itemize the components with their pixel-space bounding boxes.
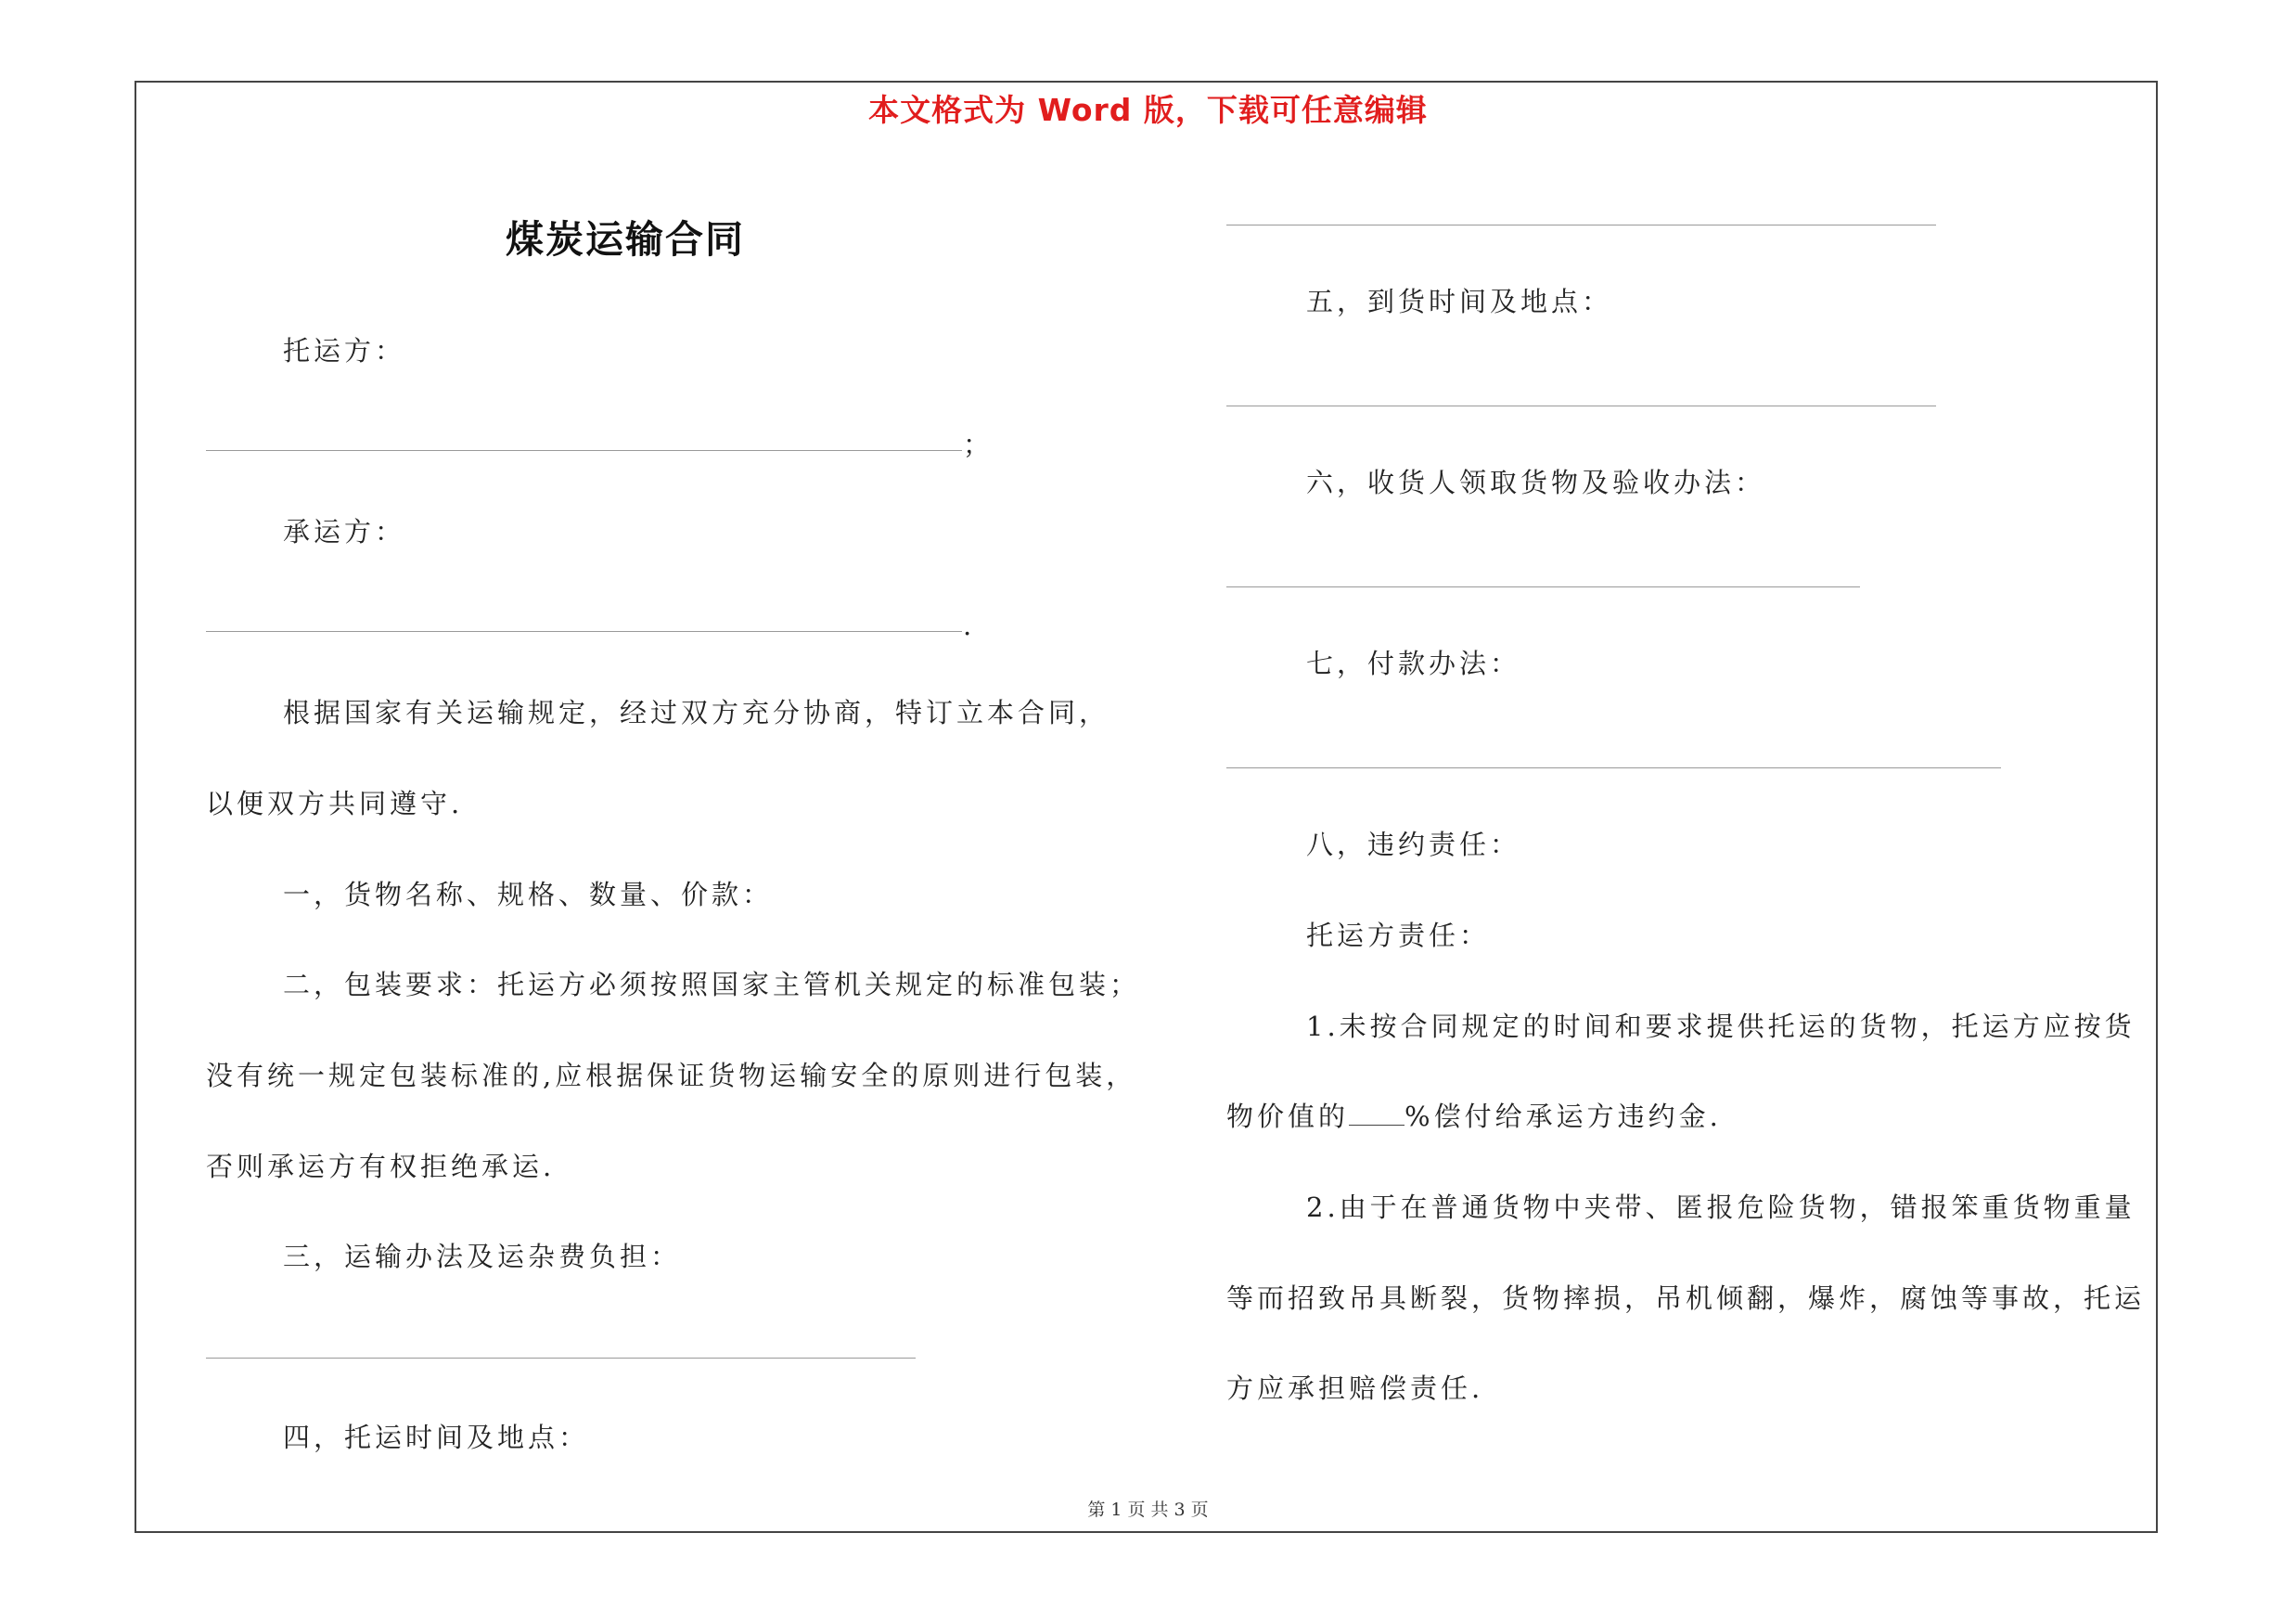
document-title: 煤炭运输合同 <box>506 217 745 262</box>
carrier-blank-line <box>206 631 962 632</box>
clause-2-line-3: 方应承担赔偿责任. <box>1226 1372 1484 1404</box>
shipper-label: 托运方： <box>283 335 406 367</box>
section-3-blank-line <box>206 1358 916 1359</box>
shipper-line-end: ； <box>963 429 991 460</box>
shipper-responsibility-heading: 托运方责任： <box>1306 920 1491 951</box>
section-2-line-1: 二，包装要求：托运方必须按照国家主管机关规定的标准包装； <box>283 969 1141 1000</box>
shipper-blank-line <box>206 450 962 451</box>
section-3-heading: 三，运输办法及运杂费负担： <box>283 1241 682 1272</box>
section-6-blank-line <box>1226 586 1860 587</box>
section-2-line-2: 没有统一规定包装标准的,应根据保证货物运输安全的原则进行包装， <box>206 1060 1137 1091</box>
intro-line-1: 根据国家有关运输规定，经过双方充分协商，特订立本合同， <box>283 697 1110 728</box>
clause-1-line-1: 1.未按合同规定的时间和要求提供托运的货物，托运方应按货 <box>1306 1011 2136 1042</box>
clause-1-text-b: %偿付给承运方违约金. <box>1405 1101 1722 1132</box>
clause-2-line-1: 2.由于在普通货物中夹带、匿报危险货物，错报笨重货物重量 <box>1306 1191 2136 1223</box>
section-4-heading: 四，托运时间及地点： <box>283 1422 590 1453</box>
intro-line-2: 以便双方共同遵守. <box>206 788 464 819</box>
section-8-heading: 八，违约责任： <box>1306 829 1521 860</box>
percentage-blank <box>1349 1101 1405 1126</box>
page-footer: 第 1 页 共 3 页 <box>1087 1500 1209 1520</box>
section-2-line-3: 否则承运方有权拒绝承运. <box>206 1151 556 1182</box>
clause-2-line-2: 等而招致吊具断裂，货物摔损，吊机倾翻，爆炸，腐蚀等事故，托运 <box>1226 1282 2146 1314</box>
clause-1-line-2 <box>1226 1098 1722 1135</box>
clause-1-text-a: 物价值的 <box>1226 1101 1350 1132</box>
format-banner: 本文格式为 Word 版，下载可任意编辑 <box>868 92 1428 128</box>
section-6-heading: 六，收货人领取货物及验收办法： <box>1306 467 1766 498</box>
section-1-heading: 一，货物名称、规格、数量、价款： <box>283 879 774 910</box>
carrier-label: 承运方： <box>283 516 406 547</box>
carrier-line-end: . <box>963 610 972 641</box>
section-7-heading: 七，付款办法： <box>1306 648 1521 679</box>
section-7-blank-line <box>1226 767 2001 768</box>
section-5-heading: 五，到货时间及地点： <box>1306 286 1613 317</box>
